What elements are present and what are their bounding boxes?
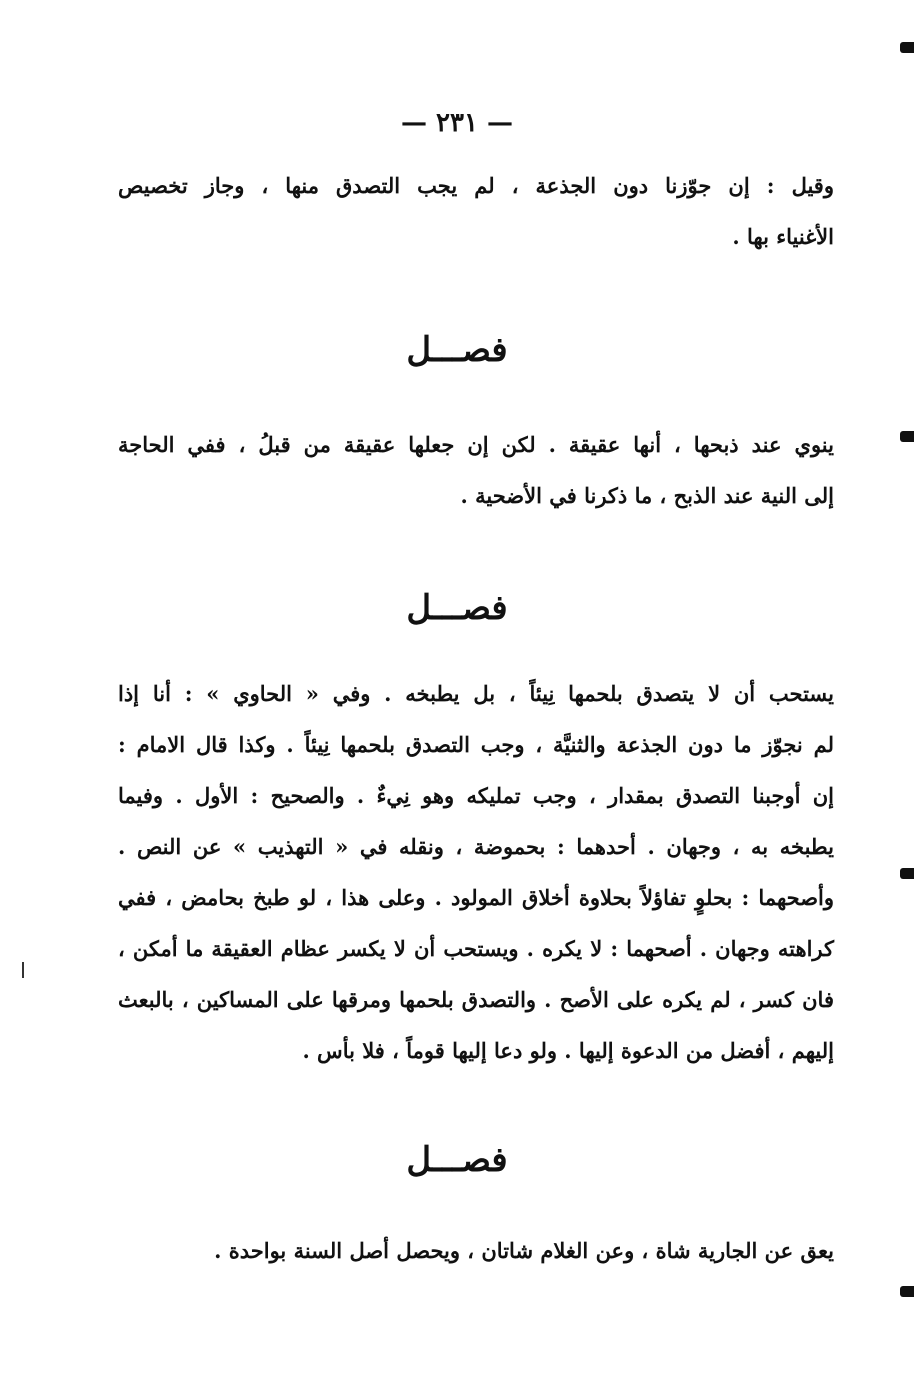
section-heading: فصـــل	[406, 1140, 508, 1180]
text-line: لم نجوّز ما دون الجذعة والثنيَّة ، وجب التصدق بلحمها نِيئاً . وكذا قال الامام :	[118, 732, 834, 757]
scan-speck	[22, 962, 24, 978]
paragraph-number-of-sheep	[118, 1225, 834, 1276]
text-line: يستحب أن لا يتصدق بلحمها نِيئاً ، بل يطبخه . وفي « الحاوي » : أنا إذا	[118, 681, 834, 706]
text-line: فان كسر ، لم يكره على الأصح . والتصدق بلحمها ومرقها على المساكين ، بالبعث	[118, 987, 834, 1012]
paragraph-intention	[118, 419, 834, 521]
scan-edge-mark	[900, 868, 914, 879]
scan-edge-mark	[900, 1286, 914, 1297]
scan-edge-mark	[900, 431, 914, 442]
text-line: وأصحهما : بحلوٍ تفاؤلاً بحلاوة أخلاق المولود . وعلى هذا ، لو طبخ بحامض ، ففي	[118, 885, 834, 910]
section-heading: فصـــل	[406, 588, 508, 628]
scan-edge-mark	[900, 42, 914, 53]
text-line: يعق عن الجارية شاة ، وعن الغلام شاتان ، ويحصل أصل السنة بواحدة .	[214, 1238, 834, 1263]
text-line: وقيل : إن جوّزنا دون الجذعة ، لم يجب التصدق منها ، وجاز تخصيص	[118, 173, 834, 198]
text-line: إليهم ، أفضل من الدعوة إليها . ولو دعا إليها قوماً ، فلا بأس .	[302, 1038, 834, 1063]
text-line: ينوي عند ذبحها ، أنها عقيقة . لكن إن جعلها عقيقة من قبلُ ، ففي الحاجة	[118, 432, 834, 457]
page-number: — ٢٣١ —	[400, 108, 514, 138]
text-line: الأغنياء بها .	[732, 224, 834, 249]
text-line: إن أوجبنا التصدق بمقدار ، وجب تمليكه وهو نِيءٌ . والصحيح : الأول . وفيما	[118, 783, 834, 808]
paragraph-continuation	[118, 160, 834, 262]
text-line: كراهته وجهان . أصحهما : لا يكره . ويستحب أن لا يكسر عظام العقيقة ما أمكن ،	[118, 936, 834, 961]
paragraph-cooking	[118, 668, 834, 1076]
text-line: يطبخه به ، وجهان . أحدهما : بحموضة ، ونقله في « التهذيب » عن النص .	[118, 834, 834, 859]
section-heading: فصـــل	[406, 330, 508, 370]
text-line: إلى النية عند الذبح ، ما ذكرنا في الأضحية .	[460, 483, 834, 508]
